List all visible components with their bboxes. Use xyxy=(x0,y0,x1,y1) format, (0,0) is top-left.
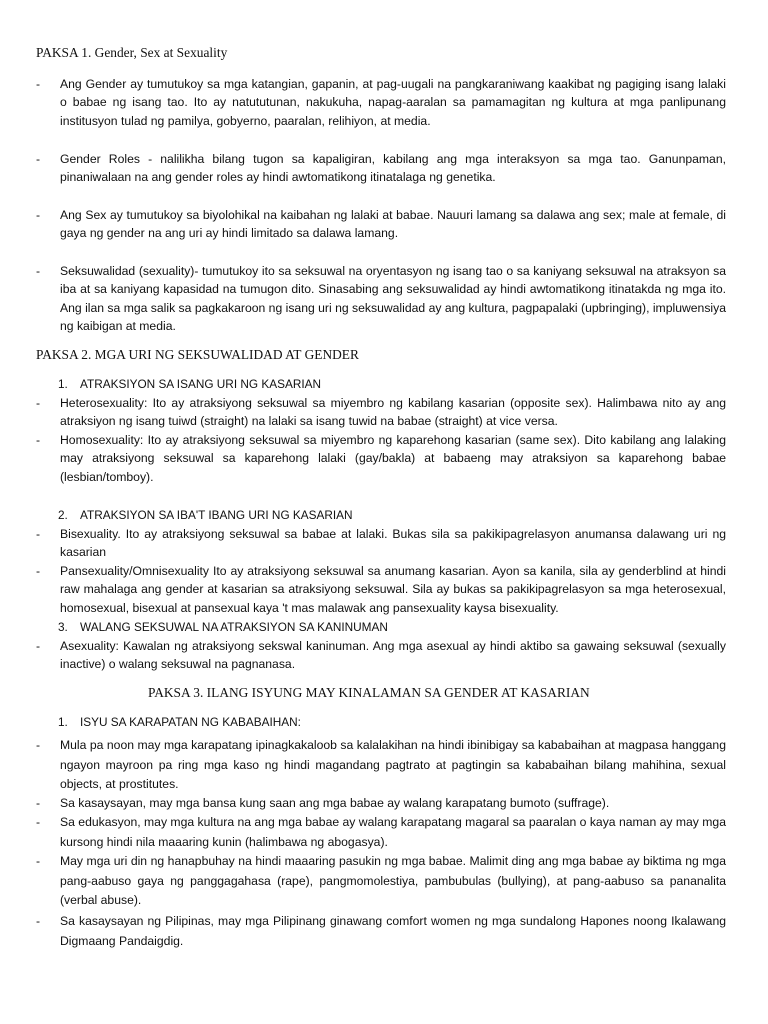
bullet-dash: - xyxy=(36,564,41,578)
paragraph-text: Heterosexuality: Ito ay atraksiyong seksuwal sa miyembro ng kabilang kasarian (opposite sex). Halimbawa nito ay ang atraksiyon ng isang tuiwd (straight) na lalaki sa isang tuwid na babae (straight) at vice versa. xyxy=(60,396,726,429)
list-item xyxy=(36,562,726,617)
list-item xyxy=(36,637,726,674)
list-item xyxy=(36,394,726,431)
paragraph-text: Homosexuality: Ito ay atraksiyong seksuwal sa miyembro ng kaparehong kasarian (same sex). Dito kabilang ang lalaking may atraksiyong seksuwal sa kaparehong lalaki (gay/bakla) at babaeng may atraksiyon sa kaparehong babae (lesbian/tomboy). xyxy=(60,433,726,484)
bullet-dash: - xyxy=(36,527,41,541)
list-item xyxy=(36,794,726,814)
bullet-dash: - xyxy=(36,152,41,166)
list-item xyxy=(36,736,726,795)
bullet-dash: - xyxy=(36,796,41,810)
list-item xyxy=(36,813,726,852)
paragraph-text: Sa edukasyon, may mga kultura na ang mga babae ay walang karapatang magaral sa paaralan o kaya naman ay may mga kursong hindi nila maaaring kunin (halimbawa ng abogasya). xyxy=(60,815,726,849)
list-item xyxy=(36,150,726,187)
section-heading xyxy=(58,618,388,636)
paragraph-text: Sa kasaysayan ng Pilipinas, may mga Pilipinang ginawang comfort women ng mga sundalong Hapones noong Ikalawang Digmaang Pandaigdig. xyxy=(60,914,726,948)
list-item xyxy=(36,75,726,130)
paragraph-text: Mula pa noon may mga karapatang ipinagkakaloob sa kalalakihan na hindi ibinibigay sa kababaihan at magpasa hanggang ngayon mayroon pa ring mga kaso ng hindi magandang pagtrato at pagtingin sa kababaihan bilang mahihina, sexual objects, at prostitutes. xyxy=(60,738,726,791)
section-heading xyxy=(58,713,301,731)
paragraph-text: Ang Sex ay tumutukoy sa biyolohikal na kaibahan ng lalaki at babae. Nauuri lamang sa dalawa ang sex; male at female, di gaya ng gender na ang uri ay hindi limitado sa dalawa lamang. xyxy=(60,208,726,241)
section-title: ISYU SA KARAPATAN NG KABABAIHAN: xyxy=(80,715,301,729)
paragraph-text: Pansexuality/Omnisexuality Ito ay atraksiyong seksuwal sa anumang kasarian. Ayon sa kanila, sila ay genderblind at hindi raw mahalaga ang gender at kasarian sa atraksiyong seksuwal. Sila ay bukas sa pakikipagrelasyon sa mga heterosexual, homosexual, bisexual at pansexual kaya 't mas malawak ang pansexuality kaysa bisexuality. xyxy=(60,564,726,615)
bullet-dash: - xyxy=(36,433,41,447)
section-number: 1. xyxy=(58,377,68,391)
section-number: 2. xyxy=(58,508,68,522)
paksa3-heading: PAKSA 3. ILANG ISYUNG MAY KINALAMAN SA GENDER AT KASARIAN xyxy=(148,685,590,700)
list-item xyxy=(36,262,726,336)
paragraph-text: Sa kasaysayan, may mga bansa kung saan ang mga babae ay walang karapatang bumoto (suffrage). xyxy=(60,796,610,810)
section-title: WALANG SEKSUWAL NA ATRAKSIYON SA KANINUMAN xyxy=(80,620,388,634)
bullet-dash: - xyxy=(36,914,41,928)
section-heading xyxy=(58,375,321,393)
bullet-dash: - xyxy=(36,77,41,91)
section-title: ATRAKSIYON SA IBA'T IBANG URI NG KASARIAN xyxy=(80,508,353,522)
section-number: 1. xyxy=(58,715,68,729)
section-title: ATRAKSIYON SA ISANG URI NG KASARIAN xyxy=(80,377,322,391)
paragraph-text: Asexuality: Kawalan ng atraksiyong sekswal kaninuman. Ang mga asexual ay hindi aktibo sa gawaing seksuwal (sexually inactive) o walang seksuwal na pagnanasa. xyxy=(60,639,726,672)
paragraph-text: May mga uri din ng hanapbuhay na hindi maaaring pasukin ng mga babae. Malimit ding ang mga babae ay biktima ng mga pang-aabuso gaya ng panggagahasa (rape), pangmomolestiya, pambubulas (bullying), at pang-aabuso sa pananalita (verbal abuse). xyxy=(60,854,726,907)
bullet-dash: - xyxy=(36,396,41,410)
paragraph-text: Seksuwalidad (sexuality)- tumutukoy ito sa seksuwal na oryentasyon ng isang tao o sa kaniyang seksuwal na atraksyon sa iba at sa kaniyang kapasidad na tumugon dito. Sinasabing ang seksuwalidad ay hindi awtomatikong itinatakda ng mga ito. Ang ilan sa mga salik sa pagkakaroon ng isang uri ng seksuwalidad ay ang kultura, pagpapalaki (upbringing), impluwensiya ng kaibigan at media. xyxy=(60,264,726,334)
paragraph-text: Gender Roles - nalilikha bilang tugon sa kapaligiran, kabilang ang mga interaksyon sa mga tao. Ganunpaman, pinaniwalaan na ang gender roles ay hindi awtomatikong itinatalaga ng genetika. xyxy=(60,152,726,185)
bullet-dash: - xyxy=(36,815,41,829)
bullet-dash: - xyxy=(36,854,41,868)
bullet-dash: - xyxy=(36,639,41,653)
bullet-dash: - xyxy=(36,208,41,222)
paksa1-heading: PAKSA 1. Gender, Sex at Sexuality xyxy=(36,45,228,60)
list-item xyxy=(36,206,726,243)
section-number: 3. xyxy=(58,620,68,634)
bullet-dash: - xyxy=(36,264,41,278)
paragraph-text: Bisexuality. Ito ay atraksiyong seksuwal sa babae at lalaki. Bukas sila sa pakikipagrelasyon anumansa dalawang uri ng kasarian xyxy=(60,527,726,560)
paksa2-heading: PAKSA 2. MGA URI NG SEKSUWALIDAD AT GENDER xyxy=(36,347,359,362)
bullet-dash: - xyxy=(36,738,41,752)
list-item xyxy=(36,912,726,951)
list-item xyxy=(36,431,726,486)
list-item xyxy=(36,525,726,562)
list-item xyxy=(36,852,726,911)
section-heading xyxy=(58,506,353,524)
paragraph-text: Ang Gender ay tumutukoy sa mga katangian, gapanin, at pag-uugali na pangkaraniwang kaakibat ng pagiging isang lalaki o babae ng isang tao. Ito ay natututunan, nakukuha, napag-aaralan sa pamamagitan ng kultura at mga panlipunang institusyon tulad ng pamilya, gobyerno, paaralan, relihiyon, at media. xyxy=(60,77,726,128)
